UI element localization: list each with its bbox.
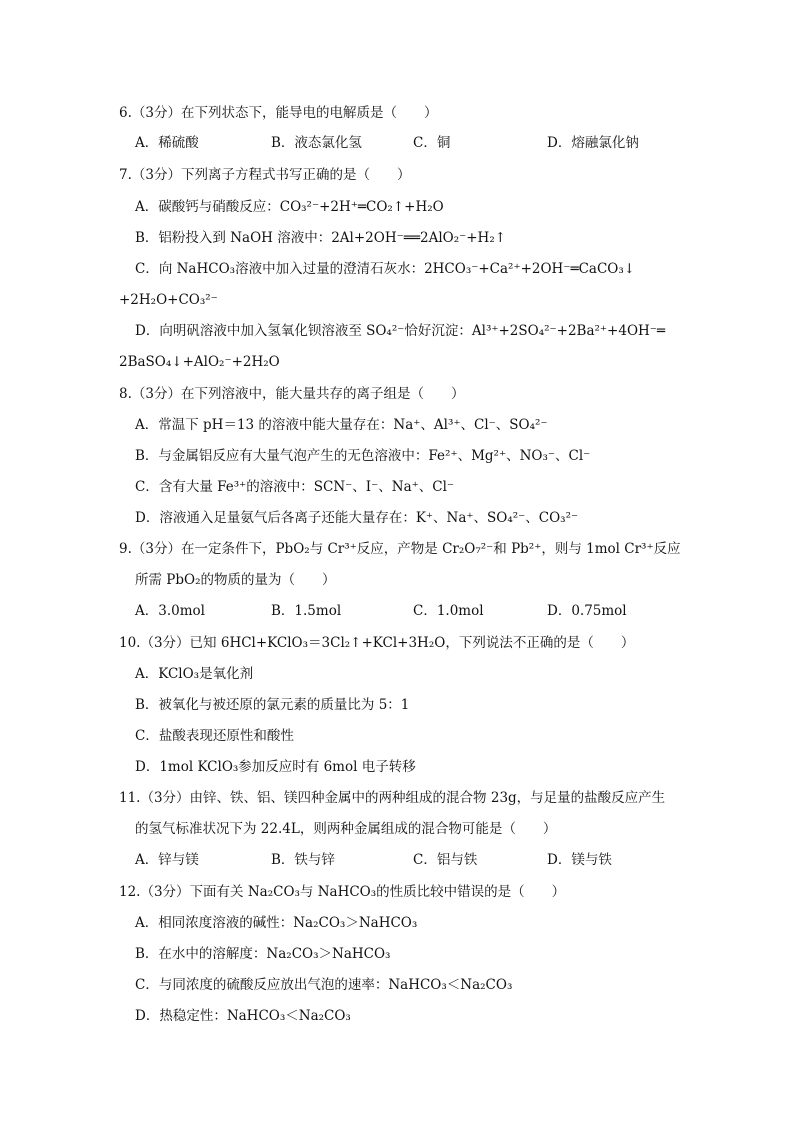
question-11-option-a: A．锌与镁 [135,852,199,868]
question-8-stem: 8.（3分）在下列溶液中，能大量共存的离子组是（ ） [119,386,465,402]
question-6-options [0,131,794,155]
question-12-option-a: A．相同浓度溶液的碱性：Na₂CO₃＞NaHCO₃ [135,915,418,931]
question-6-stem: 6.（3分）在下列状态下，能导电的电解质是（ ） [119,105,438,121]
question-6-option-a: A．稀硫酸 [135,135,199,151]
question-7-option-d-continued: 2BaSO₄↓+AlO₂⁻+2H₂O [119,354,280,370]
question-8-option-b: B．与金属铝反应有大量气泡产生的无色溶液中：Fe²⁺、Mg²⁺、NO₃⁻、Cl⁻ [135,448,591,464]
question-11-stem: 11.（3分）由锌、铁、铝、镁四种金属中的两种组成的混合物 23g，与足量的盐酸反应产生 [119,790,666,806]
question-7-option-b: B．铝粉投入到 NaOH 溶液中：2Al+2OH⁻══2AlO₂⁻+H₂↑ [135,230,507,246]
question-9-options [0,599,794,623]
question-8-option-c: C．含有大量 Fe³⁺的溶液中：SCN⁻、I⁻、Na⁺、Cl⁻ [135,479,455,495]
question-9-option-a: A．3.0mol [135,603,205,619]
question-11-option-c: C．铝与铁 [413,852,478,868]
question-9-option-c: C．1.0mol [413,603,484,619]
question-6-option-d: D．熔融氯化钠 [547,135,639,151]
question-11-option-d: D．镁与铁 [547,852,612,868]
question-12-option-d: D．热稳定性：NaHCO₃＜Na₂CO₃ [135,1008,351,1024]
question-7-option-a: A．碳酸钙与硝酸反应：CO₃²⁻+2H⁺═CO₂↑+H₂O [135,199,444,215]
question-6-option-b: B．液态氯化氢 [271,135,362,151]
question-7-option-c: C．向 NaHCO₃溶液中加入过量的澄清石灰水：2HCO₃⁻+Ca²⁺+2OH⁻═CaCO₃↓ [135,261,636,277]
question-9-option-d: D．0.75mol [547,603,627,619]
question-7-option-c-continued: +2H₂O+CO₃²⁻ [119,292,218,308]
question-10-option-a: A．KClO₃是氧化剂 [135,666,254,682]
question-12-option-c: C．与同浓度的硫酸反应放出气泡的速率：NaHCO₃＜Na₂CO₃ [135,977,513,993]
question-8-option-d: D．溶液通入足量氨气后各离子还能大量存在：K⁺、Na⁺、SO₄²⁻、CO₃²⁻ [135,510,579,526]
question-9-option-b: B．1.5mol [271,603,342,619]
question-10-option-c: C．盐酸表现还原性和酸性 [135,728,294,744]
question-9-stem: 9.（3分）在一定条件下，PbO₂与 Cr³⁺反应，产物是 Cr₂O₇²⁻和 Pb²⁺，则与 1mol Cr³⁺反应 [119,541,681,557]
question-8-option-a: A．常温下 pH＝13 的溶液中能大量存在：Na⁺、Al³⁺、Cl⁻、SO₄²⁻ [135,417,548,433]
question-11-option-b: B．铁与锌 [271,852,335,868]
question-11-stem-continued: 的氢气标准状况下为 22.4L，则两种金属组成的混合物可能是（ ） [135,821,557,837]
question-9-stem-continued: 所需 PbO₂的物质的量为（ ） [135,572,336,588]
question-11-options [0,848,794,872]
question-7-option-d: D．向明矾溶液中加入氢氧化钡溶液至 SO₄²⁻恰好沉淀：Al³⁺+2SO₄²⁻+2Ba²⁺+4OH⁻═ [135,323,666,339]
question-10-option-b: B．被氧化与被还原的氯元素的质量比为 5：1 [135,697,410,713]
question-6-option-c: C．铜 [413,135,451,151]
question-10-option-d: D．1mol KClO₃参加反应时有 6mol 电子转移 [135,759,416,775]
question-7-stem: 7.（3分）下列离子方程式书写正确的是（ ） [119,167,411,183]
question-10-stem: 10.（3分）已知 6HCl+KClO₃＝3Cl₂↑+KCl+3H₂O，下列说法不正确的是（ ） [119,635,635,651]
question-12-option-b: B．在水中的溶解度：Na₂CO₃＞NaHCO₃ [135,946,391,962]
question-12-stem: 12.（3分）下面有关 Na₂CO₃与 NaHCO₃的性质比较中错误的是（ ） [119,884,566,900]
